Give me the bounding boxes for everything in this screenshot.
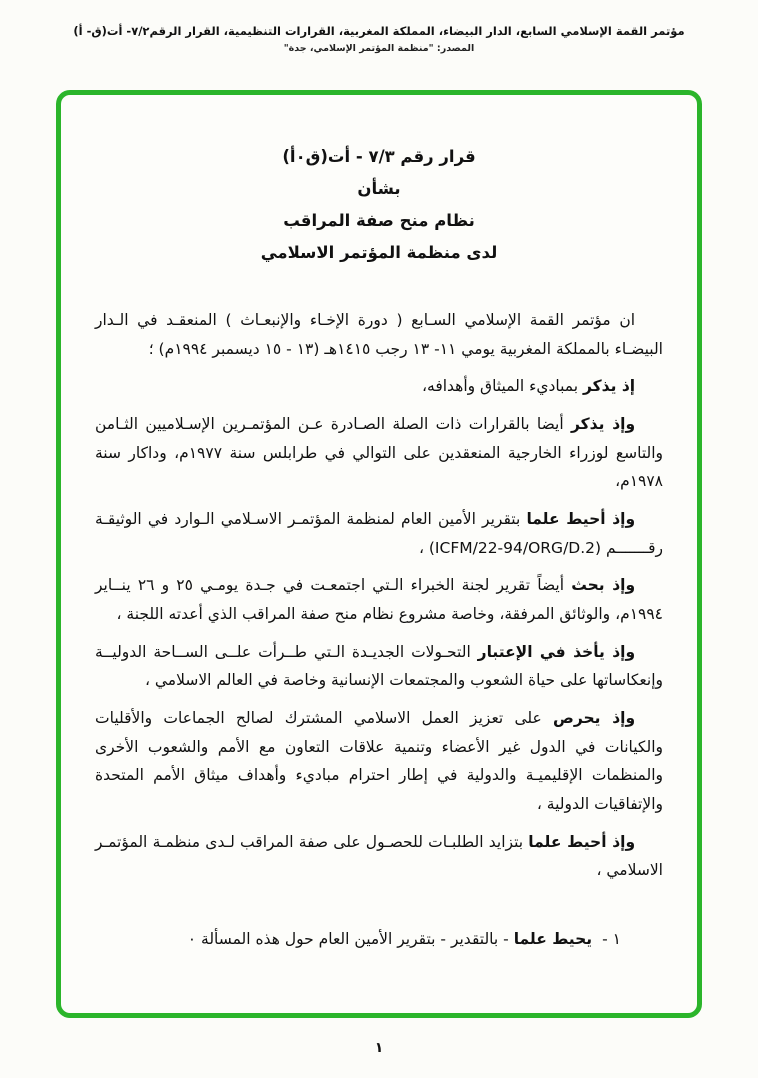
subject-label: بشأن bbox=[357, 179, 401, 198]
page-number: ١ bbox=[374, 1040, 384, 1056]
preamble-clause-5 bbox=[95, 638, 663, 695]
clause-lead: وإذ أحيط علما bbox=[526, 510, 636, 529]
paragraph-text: ان مؤتمر القمة الإسلامي السـابع ( دورة الإخـاء والإنبعـاث ) المنعقـد في الـدار البيضـاء بالمملكة المغربية يومي ١١- ١٣ رجب ١٤١٥هـ (١٣ - ١٥ ديسمبر ١٩٩٤م) ؛ bbox=[95, 311, 663, 358]
operative-clause-1 bbox=[95, 925, 621, 954]
clause-text: على تعزيز العمل الاسلامي المشترك لصالح الجماعات والأقليات والكيانات في الدول غير الأعضاء وتنمية علاقات التعاون مع الأمم والشعوب الأخرى والمنظمات الإقليميـة والدولية في إطار احترام مباديء وأهداف ميثاق الأمم المتحدة والإتفاقيات الدولية ، bbox=[95, 709, 663, 814]
clause-lead: وإذ بحث bbox=[571, 576, 636, 595]
resolution-body bbox=[95, 306, 663, 954]
clause-lead: وإذ يحرص bbox=[553, 709, 636, 728]
clause-lead: وإذ يذكر bbox=[570, 415, 636, 434]
preamble-clause-6 bbox=[95, 704, 663, 819]
subject-title: نظام منح صفة المراقب bbox=[283, 211, 475, 230]
document-header bbox=[0, 24, 758, 54]
clause-lead: وإذ يأخذ في الإعتبار bbox=[477, 642, 636, 661]
clause-lead: إذ يذكر bbox=[583, 377, 636, 396]
clause-text: بتزايد الطلبـات للحصـول على صفة المراقب لـدى منظمـة المؤتمـر الاسلامي ، bbox=[95, 832, 663, 880]
operative-clause-text: - بالتقدير - بتقرير الأمين العام حول هذه المسألة ٠ bbox=[187, 930, 509, 949]
header-source-line: المصدر: "منظمة المؤتمر الإسلامي، جدة" bbox=[283, 43, 475, 54]
clause-text: أيضاً تقرير لجنة الخبراء الـتي اجتمعـت في جـدة يومـي ٢٥ و ٢٦ ينــاير ١٩٩٤م، والوثائق المرفقة، وخاصة مشروع نظام منح صفة المراقب الذي أعدته اللجنة ، bbox=[95, 576, 663, 624]
title-block bbox=[95, 147, 663, 262]
preamble-clause-4 bbox=[95, 571, 663, 628]
header-citation-line: مؤتمر القمة الإسلامي السابع، الدار البيضاء، المملكة المغربية، القرارات التنظيمية، القرار الرقم٧/٢- أت(ق- أ) bbox=[73, 24, 685, 38]
preamble-clause-3 bbox=[95, 505, 663, 562]
operative-clause-number: ١ - bbox=[602, 930, 621, 949]
clause-lead: وإذ أحيط علما bbox=[528, 832, 636, 851]
clause-text: أيضا بالقرارات ذات الصلة الصـادرة عـن المؤتمـرين الإسـلاميين الثـامن والتاسع لوزراء الخارجية المنعقدين على التوالي في طرابلس سنة ١٩٧٧م، وداكار سنة ١٩٧٨م، bbox=[95, 415, 664, 491]
preamble-opening-paragraph bbox=[95, 306, 663, 363]
preamble-clause-7 bbox=[95, 828, 663, 885]
clause-text: بمباديء الميثاق وأهدافه، bbox=[422, 377, 579, 396]
clause-text: التحـولات الجديـدة الـتي طــرأت علــى الســاحة الدوليــة وإنعكاساتها على حياة الشعوب والمجتمعات الإنسانية وخاصة في العالم الاسلامي ، bbox=[95, 642, 663, 690]
resolution-number-title: قرار رقم ٧/٣ - أت(ق٠أ) bbox=[282, 147, 476, 166]
preamble-clause-1 bbox=[95, 372, 663, 401]
document-frame bbox=[56, 90, 702, 1018]
operative-clause-lead: يحيط علما bbox=[513, 930, 593, 949]
organization-title: لدى منظمة المؤتمر الاسلامي bbox=[260, 243, 498, 262]
clause-text: بتقرير الأمين العام لمنظمة المؤتمـر الاسـلامي الـوارد في الوثيقـة رقـــــــم (ICFM/22-94/ORG/D.2) ، bbox=[95, 510, 663, 557]
preamble-clause-2 bbox=[95, 410, 663, 496]
